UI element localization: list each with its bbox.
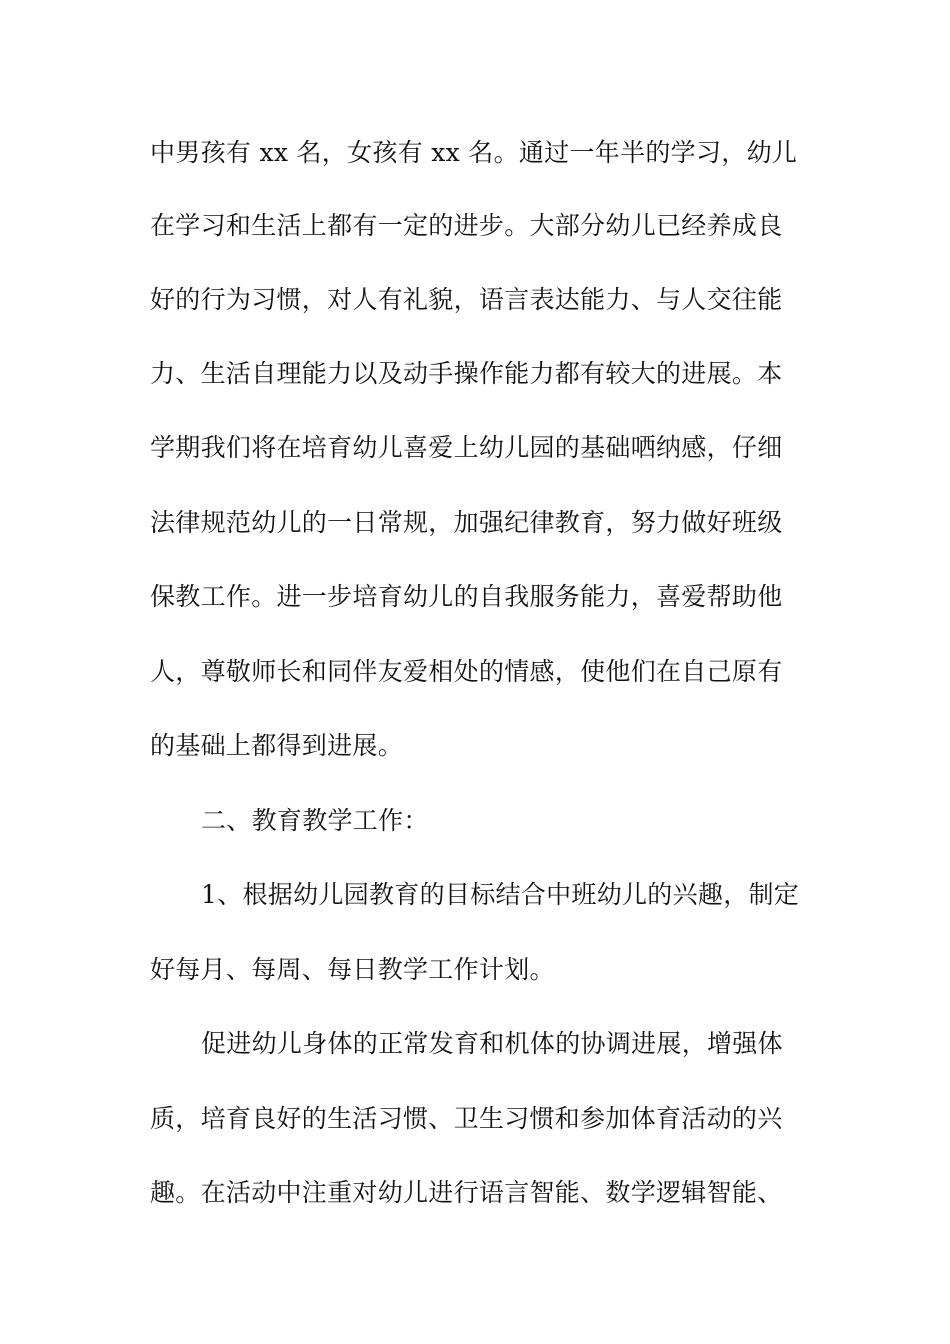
text-line-11: 1、根据幼儿园教育的目标结合中班幼儿的兴趣，制定 [201,880,800,909]
text-line-2: 在学习和生活上都有一定的进步。大部分幼儿已经养成良 [150,211,783,240]
text-line-14: 质，培育良好的生活习惯、卫生习惯和参加体育活动的兴 [150,1104,783,1133]
text-line-9: 的基础上都得到进展。 [150,731,404,760]
text-line-15: 趣。在活动中注重对幼儿进行语言智能、数学逻辑智能、 [150,1178,783,1207]
text-line-13: 促进幼儿身体的正常发育和机体的协调进展，增强体 [201,1029,783,1058]
section-heading: 二、教育教学工作： [201,806,429,835]
text-line-1: 中男孩有 xx 名，女孩有 xx 名。通过一年半的学习，幼儿 [150,138,798,167]
text-line-4: 力、生活自理能力以及动手操作能力都有较大的进展。本 [150,359,783,388]
text-line-6: 法律规范幼儿的一日常规，加强纪律教育，努力做好班级 [150,508,783,537]
text-line-3: 好的行为习惯，对人有礼貌，语言表达能力、与人交往能 [150,285,783,314]
text-line-7: 保教工作。进一步培育幼儿的自我服务能力，喜爱帮助他 [150,582,783,611]
text-line-8: 人，尊敬师长和同伴友爱相处的情感，使他们在自己原有 [150,657,783,686]
text-line-12: 好每月、每周、每日教学工作计划。 [150,955,555,984]
text-line-5: 学期我们将在培育幼儿喜爱上幼儿园的基础哂纳感，仔细 [150,433,783,462]
